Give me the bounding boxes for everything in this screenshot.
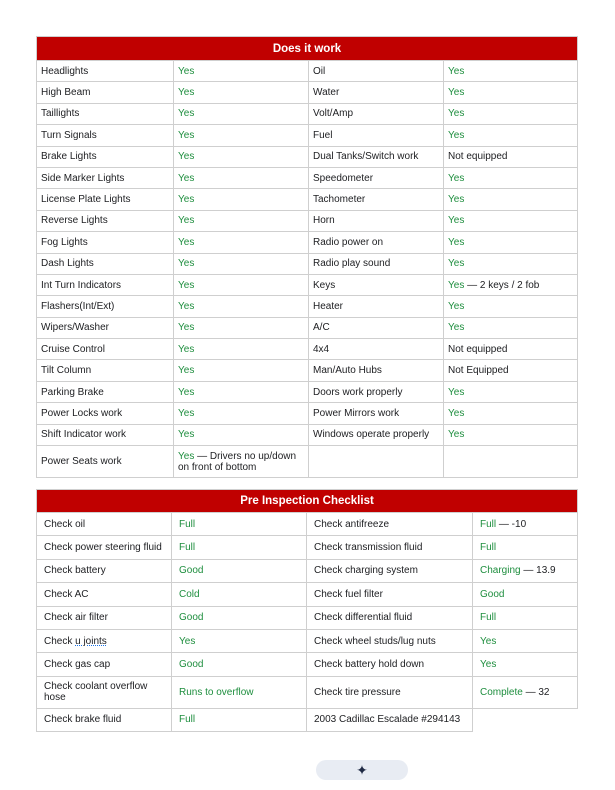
check-label-text: Check fuel filter [314,588,383,600]
check-label [37,708,172,731]
item-value-text: Yes [178,300,195,312]
check-label-text: Check power steering fluid [44,542,162,554]
item-value-text: Yes [448,429,465,441]
sparkle-icon: ✦ [356,762,368,778]
check-value-text: Full [480,518,497,530]
check-label-text: Check oil [44,518,86,530]
check-label [307,513,473,536]
item-value [174,274,309,295]
item-label-text: Keys [313,279,336,291]
item-label-text: 4x4 [313,343,330,355]
item-value [444,274,578,295]
item-label [309,274,444,295]
item-note-text: Not Equipped [448,365,509,377]
item-label-text: Turn Signals [41,129,97,141]
item-label [37,381,174,402]
empty-cell [444,446,578,478]
check-label-text: Check gas cap [44,659,111,671]
check-value-text: Full [480,612,497,624]
item-label [37,82,174,103]
check-value [473,653,578,676]
check-value-text: Full [179,542,196,554]
item-value-text: Yes [448,322,465,334]
item-value [174,317,309,338]
check-value [473,629,578,652]
item-value [444,253,578,274]
item-label [309,189,444,210]
item-label-text: Reverse Lights [41,215,108,227]
item-value-text: Yes [178,87,195,99]
check-label [307,676,473,708]
item-label [37,232,174,253]
item-label-text: Side Marker Lights [41,172,125,184]
item-label-text: Flashers(Int/Ext) [41,300,115,312]
check-value [172,559,307,582]
item-label-text: Taillights [41,108,80,120]
check-value-text: Full [179,714,196,726]
item-value-text: Yes [448,65,465,77]
table-row [37,61,578,82]
table-row [37,606,578,629]
item-value-text: Yes [178,215,195,227]
item-value-text: Yes [178,407,195,419]
empty-cell [473,708,578,731]
item-value-text: Yes [448,258,465,270]
item-value [174,61,309,82]
item-value-text: Yes [178,450,195,462]
item-value [174,339,309,360]
item-label-text: Power Locks work [41,407,123,419]
item-value-text: Yes [448,236,465,248]
check-label-text: Check battery [44,565,106,577]
item-label [309,61,444,82]
item-label-text: Parking Brake [41,386,104,398]
item-label [37,274,174,295]
check-label-text: Check AC [44,588,89,600]
check-label [307,708,473,731]
check-value [473,583,578,606]
table-row [37,424,578,445]
check-label [307,629,473,652]
item-value-text: Yes [178,429,195,441]
item-label [309,360,444,381]
table-row [37,167,578,188]
check-label [37,583,172,606]
check-value [473,513,578,536]
check-label-text: Check coolant overflow hose [44,681,148,704]
check-value [172,606,307,629]
item-label-text: A/C [313,322,330,334]
item-value [444,189,578,210]
item-value-text: Yes [178,279,195,291]
table-row [37,559,578,582]
check-label [37,629,172,652]
item-value [174,189,309,210]
empty-cell [309,446,444,478]
table-row [37,583,578,606]
item-value [444,103,578,124]
check-label [37,536,172,559]
check-value-text: Good [179,612,204,624]
item-label [309,381,444,402]
item-value-text: Yes [448,172,465,184]
item-label-text: Headlights [41,65,89,77]
check-value [172,536,307,559]
check-label-text: 2003 Cadillac Escalade #294143 [314,714,461,726]
item-value [174,125,309,146]
pre-inspection-checklist-table [36,489,578,732]
table-row [37,339,578,360]
item-value [444,61,578,82]
item-value [174,253,309,274]
check-value-text: Yes [480,659,497,671]
check-value [172,653,307,676]
item-value [444,146,578,167]
table-row [37,403,578,424]
item-label [309,125,444,146]
item-value-text: Yes [178,322,195,334]
check-label-text: Check air filter [44,612,108,624]
table-row [37,103,578,124]
check-value-text: Good [480,588,505,600]
item-value-text: Yes [448,87,465,99]
item-label-text: Speedometer [313,172,374,184]
check-label [307,653,473,676]
item-value-text: Yes [448,386,465,398]
item-label-text: Radio power on [313,236,384,248]
item-value-text: Yes [448,215,465,227]
check-label-text: Check [44,635,76,647]
item-value-text: Yes [448,407,465,419]
table-row [37,146,578,167]
table-row [37,232,578,253]
item-label-text: Shift Indicator work [41,429,127,441]
item-label-text: Power Seats work [41,456,122,468]
item-note-text: Not equipped [448,343,508,355]
item-label [37,424,174,445]
check-value-text: Good [179,565,204,577]
item-label-text: Volt/Amp [313,108,354,120]
check-label [307,606,473,629]
item-value-text: Yes [178,151,195,163]
table-row [37,708,578,731]
item-label-text: Dual Tanks/Switch work [313,151,419,163]
item-label [37,446,174,478]
checklist-header: Pre Inspection Checklist [37,490,578,513]
check-label [37,606,172,629]
check-label [37,676,172,708]
item-label [37,339,174,360]
item-label [309,146,444,167]
item-label [37,167,174,188]
table-row [37,653,578,676]
item-label-text: Fuel [313,129,333,141]
item-value [174,446,309,478]
check-value [172,583,307,606]
item-label [37,125,174,146]
item-value [174,103,309,124]
item-note-text: Not equipped [448,151,508,163]
item-label [309,296,444,317]
table-row [37,210,578,231]
item-value [444,317,578,338]
item-value-text: Yes [178,108,195,120]
check-value [473,676,578,708]
check-label-text: Check antifreeze [314,518,390,530]
item-label [37,296,174,317]
item-label [309,317,444,338]
item-label-text: Fog Lights [41,236,88,248]
check-value-text: Cold [179,588,200,600]
item-value-text: Yes [448,279,465,291]
check-label-text: Check tire pressure [314,686,401,698]
table-row [37,253,578,274]
table-row [37,82,578,103]
item-label-text: Doors work properly [313,386,403,398]
item-label [309,103,444,124]
item-note-text: — 2 keys / 2 fob [464,279,540,291]
table-row [37,676,578,708]
item-value-text: Yes [448,108,465,120]
item-label-text: Brake Lights [41,151,97,163]
check-label [37,513,172,536]
item-value [174,146,309,167]
item-label [309,167,444,188]
check-value [172,676,307,708]
check-value-text: Full [179,518,196,530]
table-row [37,381,578,402]
item-label [309,403,444,424]
item-note-text: — Drivers no up/down on front of bottom [178,450,297,473]
check-value-text: Good [179,659,204,671]
item-label [309,210,444,231]
item-label-text: Int Turn Indicators [41,279,122,291]
table-row [37,360,578,381]
table-row [37,446,578,478]
item-label-text: Radio play sound [313,258,391,270]
table-row [37,296,578,317]
check-label [307,536,473,559]
item-value [444,296,578,317]
check-value-text: Yes [480,635,497,647]
item-label-text: Tilt Column [41,365,92,377]
table-row [37,274,578,295]
item-value [444,167,578,188]
item-value [444,381,578,402]
item-label-text: Windows operate properly [313,429,430,441]
item-value [174,360,309,381]
item-value-text: Yes [178,258,195,270]
check-label [307,583,473,606]
item-label-text: Heater [313,300,344,312]
item-label [309,253,444,274]
check-label-text: u joints [75,635,107,647]
table-row [37,629,578,652]
item-value [174,381,309,402]
table-row [37,317,578,338]
item-value-text: Yes [178,343,195,355]
item-value [444,232,578,253]
item-label [37,253,174,274]
item-label [37,61,174,82]
item-label [37,189,174,210]
check-value [473,536,578,559]
item-label [37,360,174,381]
check-value-text: Runs to overflow [179,686,254,698]
item-label-text: Dash Lights [41,258,94,270]
item-label [37,146,174,167]
item-label [37,317,174,338]
item-label [37,103,174,124]
item-value [444,360,578,381]
item-label-text: Cruise Control [41,343,105,355]
item-value [174,82,309,103]
check-label [307,559,473,582]
check-label-text: Check transmission fluid [314,542,423,554]
item-value-text: Yes [178,236,195,248]
item-value [444,82,578,103]
check-value [473,606,578,629]
item-label-text: High Beam [41,87,91,99]
check-value [172,629,307,652]
item-label [309,232,444,253]
does-it-work-table [36,36,578,478]
check-note-text: — -10 [496,518,527,530]
check-note-text: — 13.9 [520,565,556,577]
item-value-text: Yes [178,386,195,398]
item-value-text: Yes [448,194,465,206]
check-value-text: Yes [179,635,196,647]
assistant-button[interactable] [316,760,408,780]
item-label-text: Oil [313,65,326,77]
item-value [444,210,578,231]
item-value [174,403,309,424]
check-label-text: Check differential fluid [314,612,413,624]
item-label [309,339,444,360]
check-value [172,513,307,536]
check-label-text: Check brake fluid [44,714,122,726]
item-label-text: Water [313,87,340,99]
item-value [174,424,309,445]
table-row [37,125,578,146]
item-label [37,403,174,424]
table-row [37,513,578,536]
does-it-work-header: Does it work [37,37,578,61]
check-label-text: Check charging system [314,565,418,577]
item-label-text: Power Mirrors work [313,407,400,419]
item-value [174,296,309,317]
item-value [444,403,578,424]
check-value [172,708,307,731]
check-label [37,559,172,582]
item-value [174,210,309,231]
item-label [37,210,174,231]
item-label [309,82,444,103]
item-value-text: Yes [178,65,195,77]
item-value-text: Yes [178,194,195,206]
check-label [37,653,172,676]
check-value [473,559,578,582]
item-value [174,167,309,188]
item-value [444,339,578,360]
item-label-text: Tachometer [313,194,366,206]
check-label-text: Check battery hold down [314,659,425,671]
item-value-text: Yes [448,129,465,141]
item-label-text: Wipers/Washer [41,322,109,334]
item-value-text: Yes [178,129,195,141]
check-note-text: — 32 [522,686,550,698]
item-value [444,125,578,146]
item-label-text: Horn [313,215,335,227]
check-value-text: Complete [480,686,523,698]
table-row [37,536,578,559]
table-row [37,189,578,210]
item-value-text: Yes [178,172,195,184]
item-label-text: License Plate Lights [41,194,131,206]
item-value [174,232,309,253]
check-label-text: Check wheel studs/lug nuts [314,635,436,647]
item-label [309,424,444,445]
check-value-text: Charging [480,565,521,577]
item-value [444,424,578,445]
item-value-text: Yes [448,300,465,312]
item-value-text: Yes [178,365,195,377]
check-value-text: Full [480,542,497,554]
item-label-text: Man/Auto Hubs [313,365,382,377]
